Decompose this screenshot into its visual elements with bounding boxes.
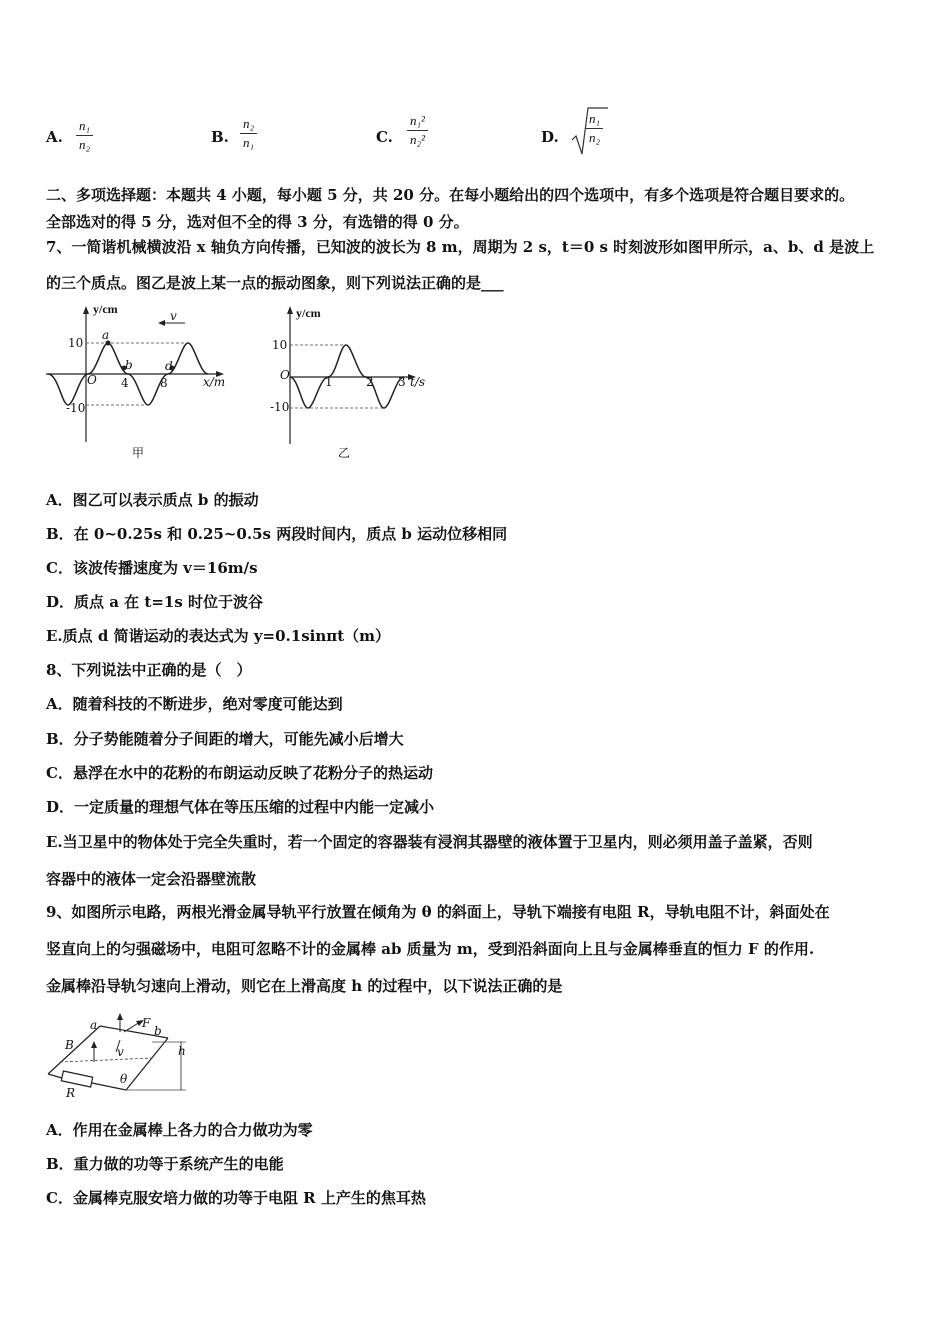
q9-option-c: C．金属棒克服安培力做的功等于电阻 R 上产生的焦耳热 [46,1189,426,1207]
q9-stem-line2: 竖直向上的匀强磁场中，电阻可忽略不计的金属棒 ab 质量为 m，受到沿斜面向上且与金属棒垂直的恒力 F 的作用. [46,940,815,958]
fig-label-F: F [142,1016,151,1030]
q9-option-b: B．重力做的功等于系统产生的电能 [46,1155,284,1173]
fig-label-v: v [117,1045,124,1059]
fig-jia-caption: 甲 [132,446,145,460]
fig-jia-label-a: a [102,328,110,342]
q8-option-a: A．随着科技的不断进步，绝对零度可能达到 [46,695,343,713]
fig-jia-yneg: -10 [66,401,86,415]
fig-jia-ylabel: y/cm [93,302,118,316]
rail-left [48,1026,100,1074]
numerator: n₁ [586,110,603,129]
denominator: n₁ [243,135,255,150]
q7-option-c: C．该波传播速度为 v＝16m/s [46,559,258,577]
fig-jia-origin: O [87,373,97,387]
y-axis-arrow [287,306,293,314]
section-instructions: 全部选对的得 5 分，选对但不全的得 3 分，有选错的得 0 分。 [46,213,469,231]
y-axis-arrow [83,306,89,314]
field-arrowhead [117,1013,123,1020]
fig-jia-ypos: 10 [68,336,84,350]
q8-stem: 8、下列说法中正确的是（ ） [46,661,252,679]
numerator: n₁ [76,117,93,136]
section-heading: 二、多项选择题：本题共 4 小题，每小题 5 分，共 20 分。在每小题给出的四个选项中，有多个选项是符合题目要求的。 [46,186,855,204]
fraction [407,112,428,149]
fraction [76,117,93,154]
fig-yi-origin: O [280,368,290,382]
option-letter: B. [211,128,229,146]
dashed-plane [60,1058,152,1062]
q8-option-e-line2: 容器中的液体一定会沿器壁流散 [46,870,257,888]
numerator: n₁² [407,112,428,131]
fig-label-R: R [66,1086,76,1100]
fig-jia-label-b: b [125,358,133,372]
option-letter: C. [376,128,393,146]
fraction [586,110,603,147]
wire-left [48,1074,62,1078]
fig-jia-xlabel: x/m [203,375,226,389]
fig-label-B: B [65,1038,74,1052]
fig-yi-caption: 乙 [338,446,351,460]
q9-stem-line3: 金属棒沿导轨匀速向上滑动，则它在上滑高度 h 的过程中，以下说法正确的是 [46,977,563,995]
fig-yi-xlabel: t/s [410,375,426,389]
option-letter: D. [541,128,559,146]
fig-yi-yneg: -10 [270,400,290,414]
q7-option-e: E.质点 d 简谐运动的表达式为 y=0.1sinπt（m） [46,627,391,645]
fig-jia-label-d: d [165,359,173,373]
rail-right [126,1038,168,1090]
fig-yi-ylabel: y/cm [296,306,321,320]
fig-yi-tick1: 1 [325,375,333,389]
fig-yi-tick3: 3 [398,375,406,389]
velocity-arrowhead [158,320,165,326]
q8-option-d: D．一定质量的理想气体在等压压缩的过程中内能一定减小 [46,798,435,816]
q9-option-a: A．作用在金属棒上各力的合力做功为零 [46,1121,313,1139]
fig-label-h: h [178,1044,186,1058]
q7-option-b: B．在 0~0.25s 和 0.25~0.5s 两段时间内，质点 b 运动位移相同 [46,525,508,543]
denominator: n₂ [589,130,601,145]
q8-option-c: C．悬浮在水中的花粉的布朗运动反映了花粉分子的热运动 [46,764,433,782]
fig-label-a: a [90,1018,98,1032]
q7-option-d: D．质点 a 在 t=1s 时位于波谷 [46,593,263,611]
q8-option-b: B．分子势能随着分子间距的增大，可能先减小后增大 [46,730,404,748]
option-letter: A. [46,128,63,146]
fig-jia-label-v: v [170,309,177,323]
denominator: n₂ [79,137,91,152]
resistor-R [61,1071,92,1087]
field-arrowhead-2 [91,1041,97,1048]
q9-stem-line1: 9、如图所示电路，两根光滑金属导轨平行放置在倾角为 θ 的斜面上，导轨下端接有电阻 R，导轨电阻不计，斜面处在 [46,903,830,921]
fig-jia-tick4: 4 [121,376,129,390]
fig-label-theta: θ [120,1072,128,1086]
fig-yi-tick2: 2 [366,375,374,389]
q7-option-a: A．图乙可以表示质点 b 的振动 [46,491,259,509]
fig-label-b: b [154,1024,162,1038]
q8-option-e-line1: E.当卫星中的物体处于完全失重时，若一个固定的容器装有浸润其器壁的液体置于卫星内，则必须用盖子盖紧，否则 [46,833,813,851]
fig-jia-tick8: 8 [160,376,168,390]
fig-yi-ypos: 10 [272,338,288,352]
q7-stem-line1: 7、一简谐机械横波沿 x 轴负方向传播，已知波的波长为 8 m，周期为 2 s，t＝0 s 时刻波形如图甲所示，a、b、d 是波上 [46,238,875,256]
numerator: n₂ [240,115,257,134]
denominator: n₂² [410,132,425,147]
fraction [240,115,257,152]
q7-stem-line2: 的三个质点。图乙是波上某一点的振动图象，则下列说法正确的是___ [46,274,504,292]
